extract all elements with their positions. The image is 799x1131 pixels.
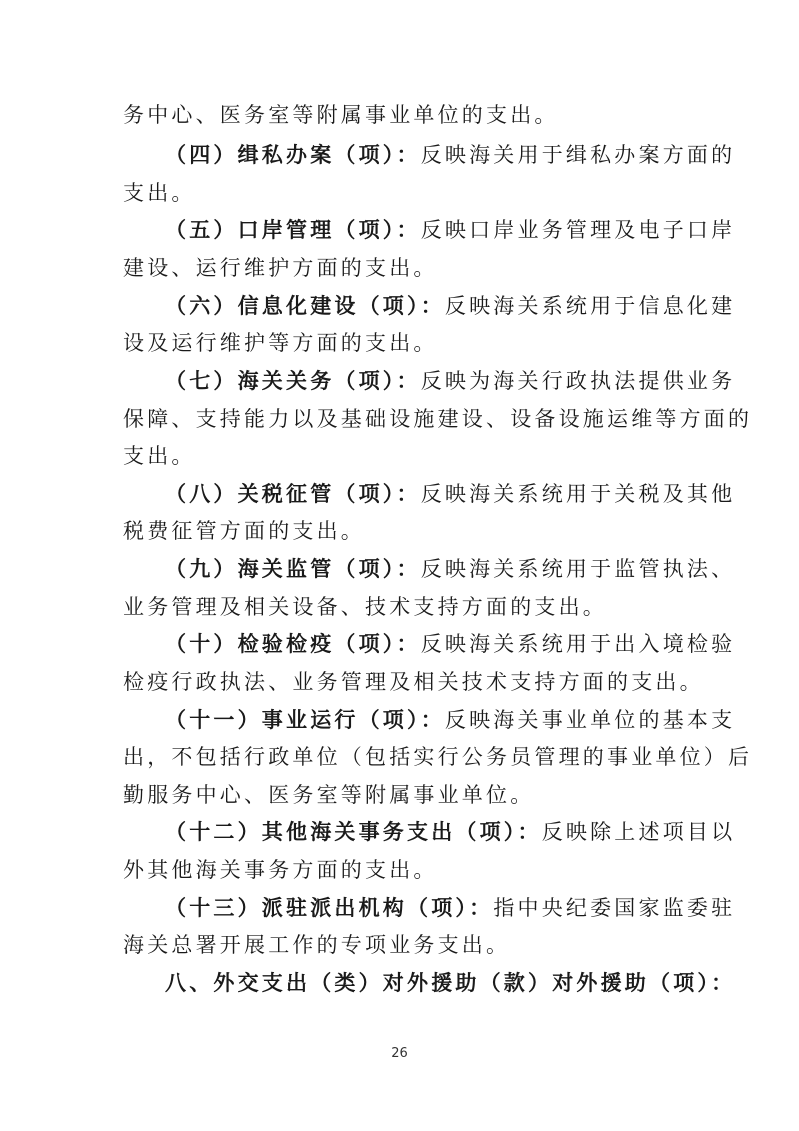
text-line [123, 401, 753, 437]
section-4-heading [165, 137, 736, 173]
section-13-heading [165, 890, 736, 926]
text-line [123, 325, 683, 361]
line-text: 勤服务中心、医务室等附属事业单位。 [123, 783, 535, 807]
item-title: （十二）其他海关事务支出（项）： [165, 819, 542, 844]
item-title: （十一）事业运行（项）： [165, 707, 445, 732]
line-text: 务中心、医务室等附属事业单位的支出。 [123, 103, 559, 127]
item-text: 反映海关系统用于出入境检验 [420, 632, 736, 656]
item-text: 指中央纪委国家监委驻 [493, 896, 736, 920]
text-line [123, 250, 683, 286]
text-line [123, 97, 683, 133]
item-text: 反映口岸业务管理及电子口岸 [420, 218, 736, 242]
text-line [123, 664, 704, 700]
item-text: 反映海关系统用于关税及其他 [420, 482, 736, 506]
line-text: 外其他海关事务方面的支出。 [123, 858, 438, 882]
item-title: （八）关税征管（项）： [165, 481, 421, 506]
section-9-heading [165, 551, 736, 587]
line-text: 出，不包括行政单位（包括实行公务员管理的事业单位）后 [123, 745, 753, 769]
line-text: 保障、支持能力以及基础设施建设、设备设施运维等方面的 [123, 407, 753, 431]
item-title: （四）缉私办案（项）： [165, 142, 421, 167]
section-7-heading [165, 363, 736, 399]
section-12-heading [165, 814, 736, 850]
text-line [123, 175, 683, 211]
line-text: 设及运行维护等方面的支出。 [123, 331, 438, 355]
item-text: 反映除上述项目以 [541, 820, 736, 844]
item-title: （十三）派驻派出机构（项）： [165, 895, 494, 920]
text-line [123, 513, 683, 549]
section-5-heading [165, 212, 736, 248]
text-line [123, 739, 753, 775]
text-line [123, 777, 683, 813]
line-text: 检疫行政执法、业务管理及相关技术支持方面的支出。 [123, 670, 704, 694]
item-title: （九）海关监管（项）： [165, 556, 421, 581]
item-text: 反映海关用于缉私办案方面的 [420, 143, 736, 167]
text-line [123, 438, 683, 474]
line-text: 税费征管方面的支出。 [123, 519, 365, 543]
text-line [123, 852, 683, 888]
line-text: 建设、运行维护方面的支出。 [123, 256, 438, 280]
line-text: 支出。 [123, 444, 196, 468]
line-text: 海关总署开展工作的专项业务支出。 [123, 933, 511, 957]
item-title: （六）信息化建设（项）： [165, 293, 445, 318]
chapter-8-heading [165, 965, 736, 1001]
text-line [123, 589, 683, 625]
section-8-heading [165, 476, 736, 512]
line-text: 业务管理及相关设备、技术支持方面的支出。 [123, 595, 607, 619]
chapter-title: 八、外交支出（类）对外援助（款）对外援助（项）： [165, 970, 736, 995]
item-title: （七）海关关务（项）： [165, 368, 421, 393]
item-text: 反映海关系统用于信息化建 [444, 294, 736, 318]
item-title: （五）口岸管理（项）： [165, 217, 421, 242]
item-text: 反映海关事业单位的基本支 [444, 708, 736, 732]
line-text: 支出。 [123, 181, 196, 205]
item-title: （十）检验检疫（项）： [165, 631, 421, 656]
section-10-heading [165, 626, 736, 662]
section-6-heading [165, 288, 736, 324]
page-number: 26 [391, 1046, 408, 1061]
section-11-heading [165, 702, 736, 738]
text-line [123, 927, 683, 963]
item-text: 反映海关系统用于监管执法、 [420, 557, 736, 581]
item-text: 反映为海关行政执法提供业务 [420, 369, 736, 393]
